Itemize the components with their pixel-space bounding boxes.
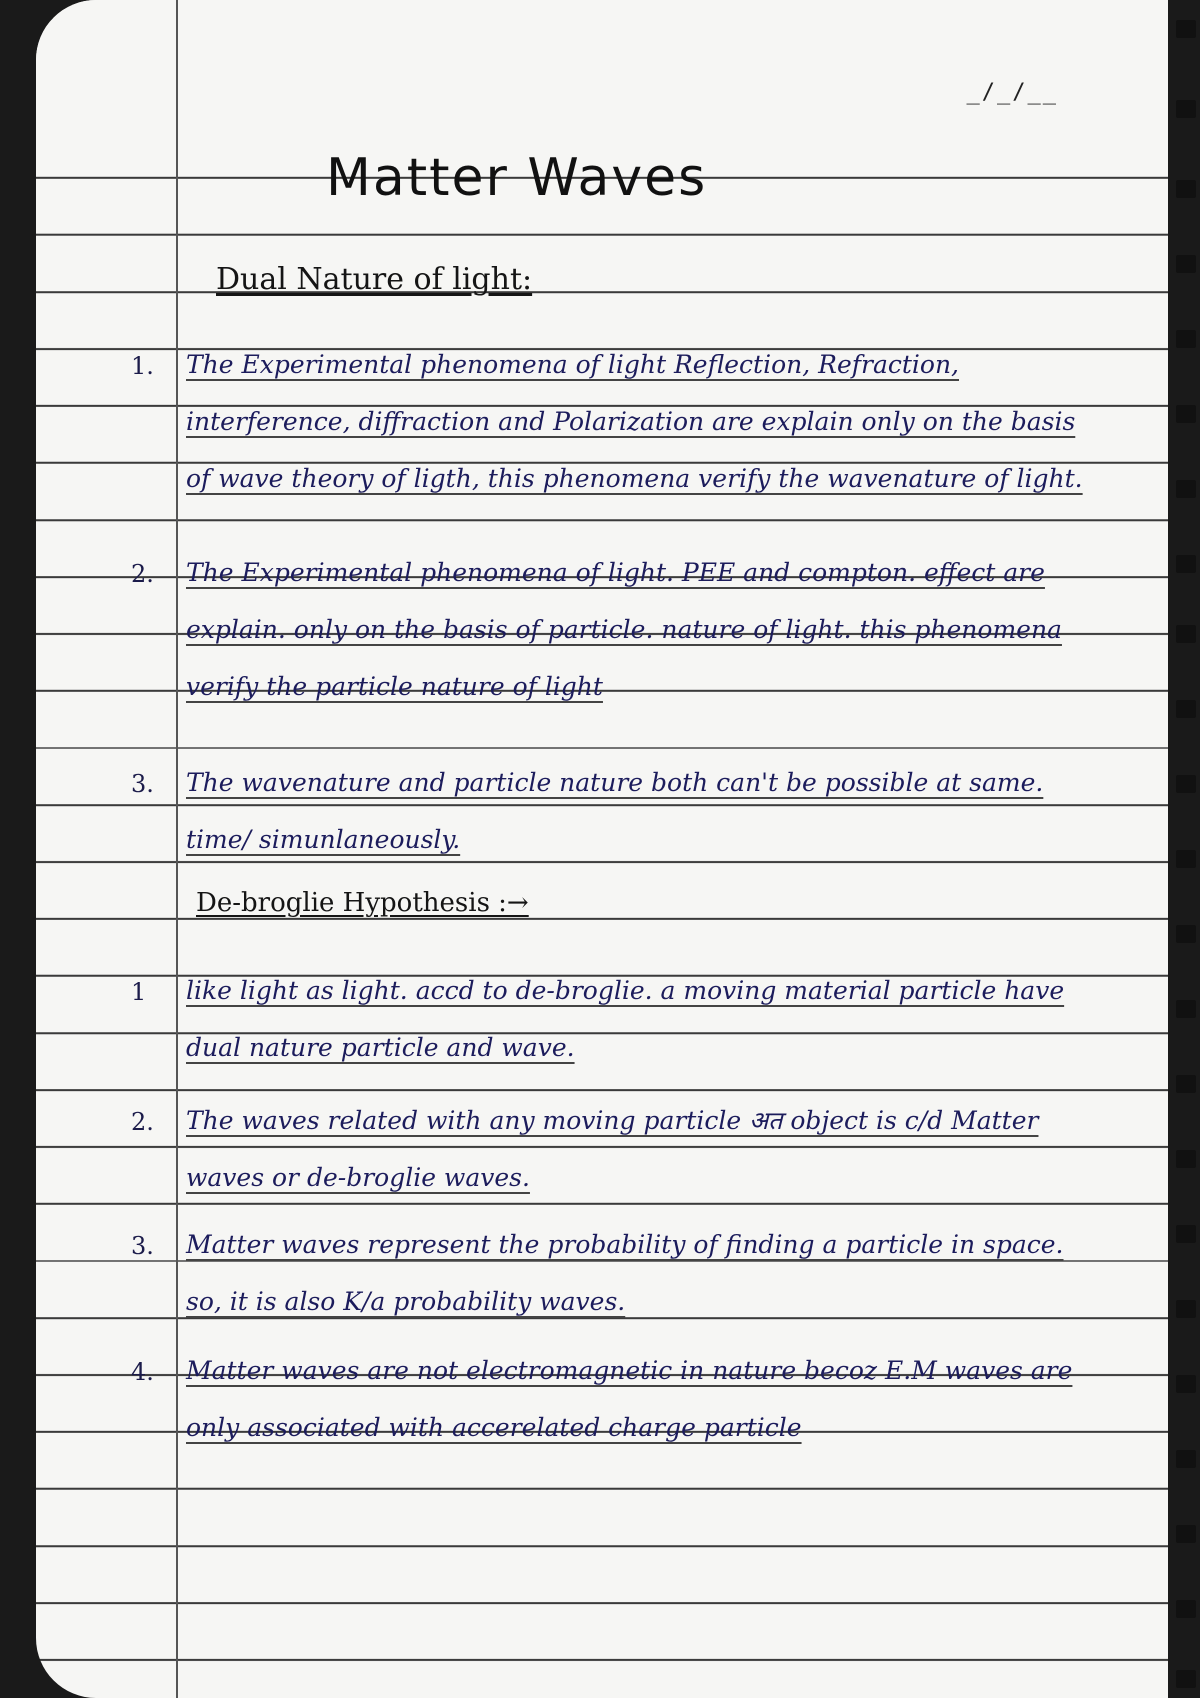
list-item: Matter waves are not electromagnetic in nature becoz E.M waves are only associated with accerelated charge particle: [186, 1356, 1073, 1442]
item-number: 3.: [131, 770, 154, 798]
binding-ring: [1176, 1300, 1196, 1318]
binding-ring: [1176, 405, 1196, 423]
notebook-page: [36, 0, 1168, 1698]
binding-ring: [1176, 1000, 1196, 1018]
margin-line: [176, 0, 178, 1698]
binding-ring: [1176, 20, 1196, 38]
binding-ring: [1176, 700, 1196, 718]
binding-ring: [1176, 850, 1196, 868]
list-item: Matter waves represent the probability of finding a particle in space. so, it is also K/a probability waves.: [186, 1230, 1064, 1316]
binding-ring: [1176, 775, 1196, 793]
binding-ring: [1176, 1525, 1196, 1543]
binding-ring: [1176, 625, 1196, 643]
binding-ring: [1176, 1375, 1196, 1393]
list-item: The Experimental phenomena of light. PEE and compton. effect are explain. only on the basis of particle. nature of light. this phenomena verify the particle nature of light: [186, 558, 1062, 701]
list-item: like light as light. accd to de-broglie. a moving material particle have dual nature particle and wave.: [186, 976, 1065, 1062]
date-field: _/_/__: [966, 80, 1058, 105]
item-number: 3.: [131, 1232, 154, 1260]
section-heading-dual-nature: Dual Nature of light:: [216, 262, 533, 297]
binding-ring: [1176, 1600, 1196, 1618]
spiral-binding: [1168, 0, 1200, 1698]
item-number: 1.: [131, 352, 154, 380]
binding-ring: [1176, 1150, 1196, 1168]
item-number: 1: [131, 978, 147, 1006]
binding-ring: [1176, 1450, 1196, 1468]
binding-ring: [1176, 1670, 1196, 1688]
binding-ring: [1176, 100, 1196, 118]
binding-ring: [1176, 330, 1196, 348]
item-number: 4.: [131, 1358, 154, 1386]
binding-ring: [1176, 480, 1196, 498]
binding-ring: [1176, 180, 1196, 198]
list-item: The wavenature and particle nature both can't be possible at same. time/ simunlaneously.: [186, 768, 1044, 854]
binding-ring: [1176, 255, 1196, 273]
page-title: Matter Waves: [326, 148, 708, 208]
item-number: 2.: [131, 560, 154, 588]
binding-ring: [1176, 555, 1196, 573]
item-number: 2.: [131, 1108, 154, 1136]
binding-ring: [1176, 925, 1196, 943]
section-heading-de-broglie: De-broglie Hypothesis :→: [196, 888, 529, 918]
list-item: The Experimental phenomena of light Reflection, Refraction, interference, diffraction and Polarization are explain only on the basis of wave theory of ligth, this phenomena verify the wavenature of light.: [186, 350, 1083, 493]
list-item: The waves related with any moving particle अत object is c/d Matter waves or de-broglie waves.: [186, 1106, 1039, 1192]
binding-ring: [1176, 1075, 1196, 1093]
binding-ring: [1176, 1225, 1196, 1243]
